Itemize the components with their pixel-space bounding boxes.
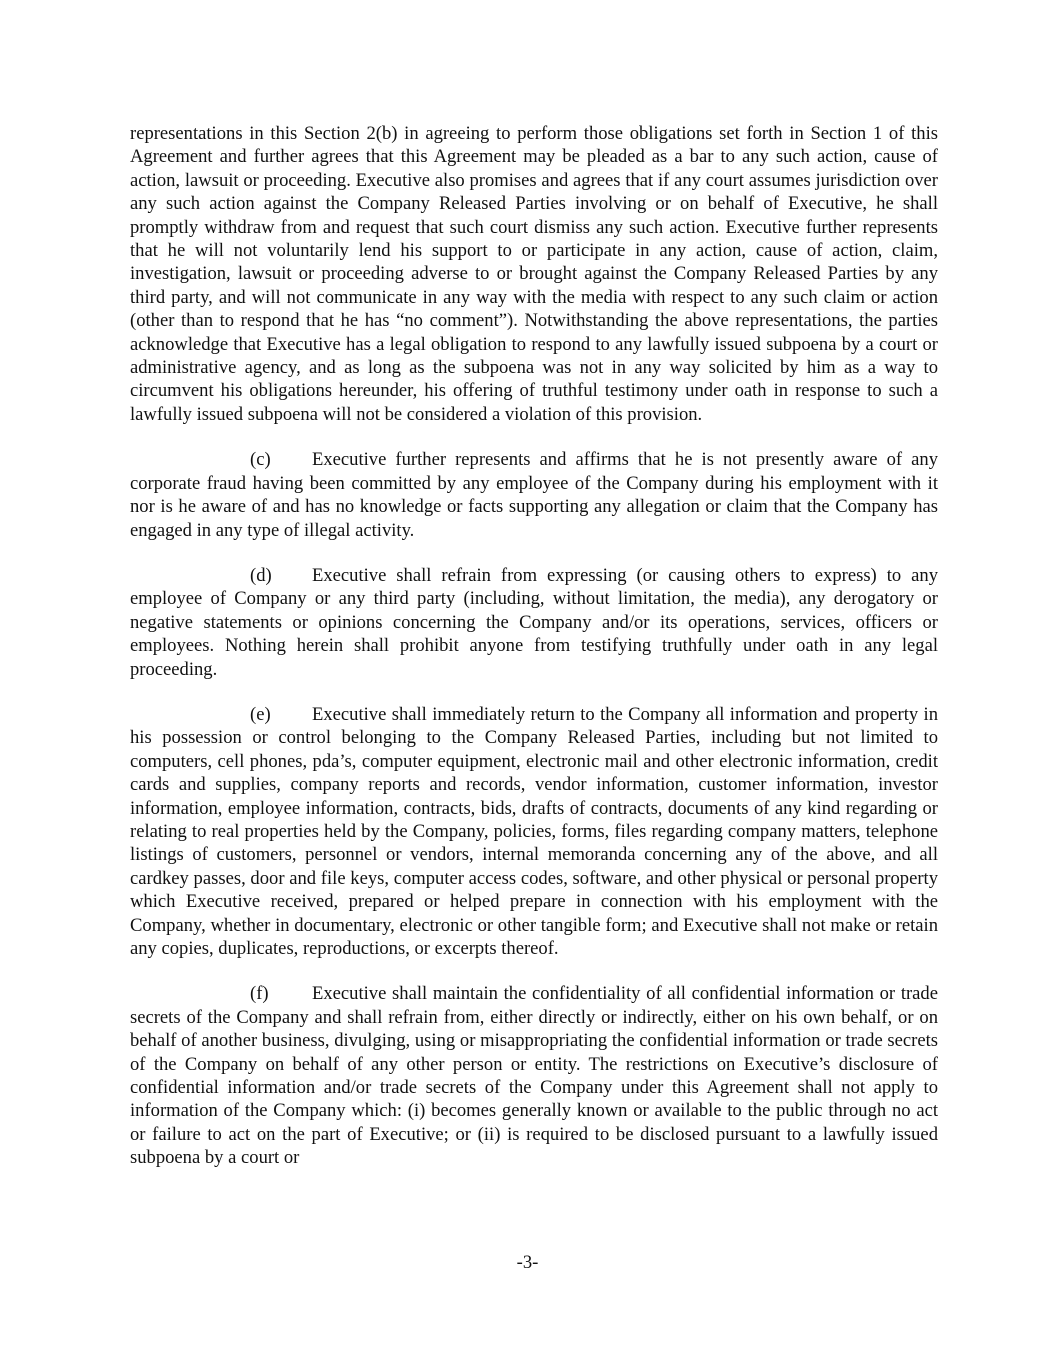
paragraph-label: (f) bbox=[250, 983, 269, 1005]
paragraph-d bbox=[130, 564, 938, 681]
paragraph-e bbox=[130, 703, 938, 960]
paragraph-continuation bbox=[130, 122, 938, 426]
paragraph-text: representations in this Section 2(b) in agreeing to perform those obligations set forth in Section 1 of this Agreement and further agrees that this Agreement may be pleaded as a bar to any such action, cause of action, lawsuit or proceeding. Executive also promises and agrees that if any court assumes jurisdiction over any such action against the Company Released Parties involving or on behalf of Executive, he shall promptly withdraw from and request that such court dismiss any such action. Executive further represents that he will not voluntarily lend his support to or participate in any action, cause of action, claim, investigation, lawsuit or proceeding adverse to or brought against the Company Released Parties by any third party, and will not communicate in any way with the media with respect to any such claim or action (other than to respond that he has “no comment”). Notwithstanding the above representations, the parties acknowledge that Executive has a legal obligation to respond to any lawfully issued subpoena by a court or administrative agency, and as long as the subpoena was not in any way solicited by him as a way to circumvent his obligations hereunder, his offering of truthful testimony under oath in response to such a lawfully issued subpoena will not be considered a violation of this provision. bbox=[130, 123, 938, 425]
page-number: -3- bbox=[516, 1252, 539, 1273]
paragraph-text: Executive shall maintain the confidentiality of all confidential information or trade secrets of the Company and shall refrain from, either directly or indirectly, either on his own behalf, or on behalf of another business, divulging, using or misappropriating the confidential information or trade secrets of the Company on behalf of any other person or entity. The restrictions on Executive’s disclosure of confidential information and/or trade secrets of the Company under this Agreement shall not apply to information of the Company which: (i) becomes generally known or available to the public through no act or failure to act on the part of Executive; or (ii) is required to be disclosed pursuant to a lawfully issued subpoena by a court or bbox=[130, 983, 938, 1169]
paragraph-label: (d) bbox=[250, 564, 272, 586]
paragraph-c bbox=[130, 448, 938, 542]
paragraph-f bbox=[130, 982, 938, 1169]
paragraph-text: Executive shall immediately return to the Company all information and property in his possession or control belonging to the Company Released Parties, including but not limited to computers, cell phones, pda’s, computer equipment, electronic mail and other electronic information, credit cards and supplies, company reports and records, vendor information, customer information, investor information, employee information, contracts, bids, drafts of contracts, documents of any kind regarding or relating to real properties held by the Company, policies, forms, files regarding company matters, telephone listings of customers, personnel or vendors, internal memoranda concerning any of the above, and all cardkey passes, door and file keys, computer access codes, software, and other physical or personal property which Executive received, prepared or helped prepare in connection with his employment with the Company, whether in documentary, electronic or other tangible form; and Executive shall not make or retain any copies, duplicates, reproductions, or excerpts thereof. bbox=[130, 703, 938, 959]
document-body bbox=[130, 122, 938, 1192]
paragraph-text: Executive further represents and affirms that he is not presently aware of any corporate fraud having been committed by any employee of the Company during his employment with it nor is he aware of and has no knowledge or facts supporting any allegation or claim that the Company has engaged in any type of illegal activity. bbox=[130, 449, 938, 541]
paragraph-label: (e) bbox=[250, 703, 271, 725]
paragraph-label: (c) bbox=[250, 449, 271, 471]
paragraph-text: Executive shall refrain from expressing (or causing others to express) to any employee of Company or any third party (including, without limitation, the media), any derogatory or negative statements or opinions concerning the Company and/or its operations, services, officers or employees. Nothing herein shall prohibit anyone from testifying truthfully under oath in any legal proceeding. bbox=[130, 564, 938, 680]
